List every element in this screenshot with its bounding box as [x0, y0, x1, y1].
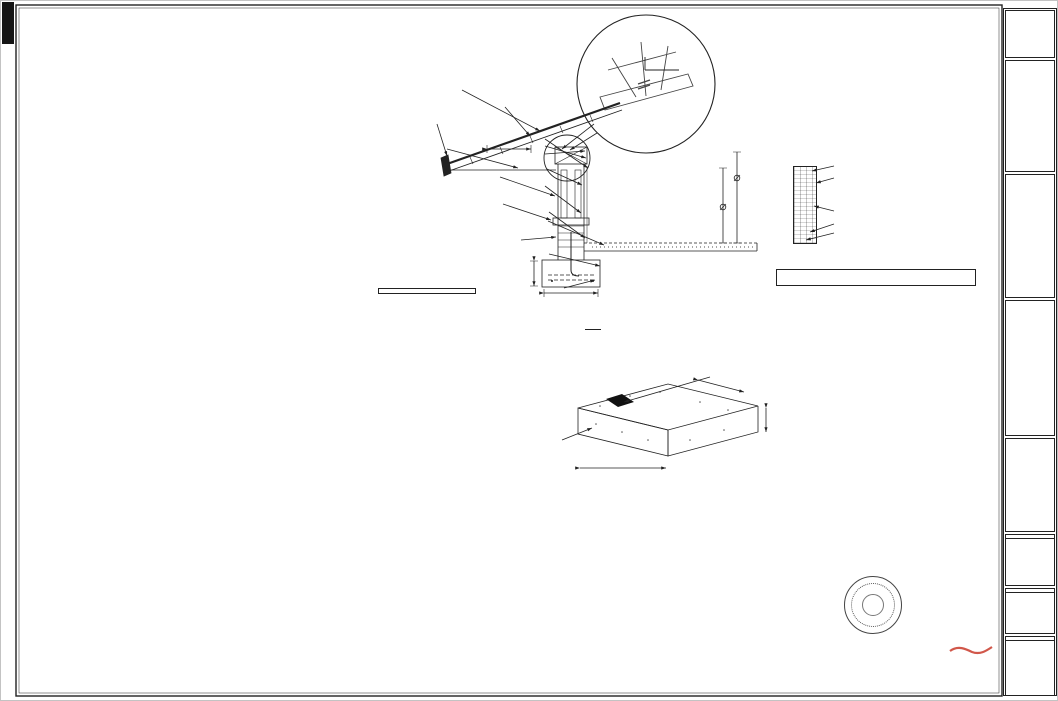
section-title [585, 328, 601, 330]
lintel-schedule [776, 251, 976, 304]
structural-designer-info [1006, 60, 1052, 170]
engineer-seal [844, 576, 902, 634]
titleblock-date-box [1005, 534, 1055, 586]
interior-finish-note [378, 288, 476, 294]
titleblock-sheet-box [1005, 636, 1055, 696]
lintel-schedule-title [777, 270, 976, 286]
date-value [1006, 539, 1054, 543]
sheet-number [1006, 641, 1054, 647]
lintel-detail-block [793, 166, 817, 244]
drawings-provided-by [1006, 438, 1052, 530]
project-info [1006, 300, 1052, 434]
titleblock-empty-box [1005, 10, 1055, 58]
scale-value [1006, 593, 1054, 597]
titleblock-scale-box [1005, 588, 1055, 634]
company-logo [1006, 174, 1052, 296]
